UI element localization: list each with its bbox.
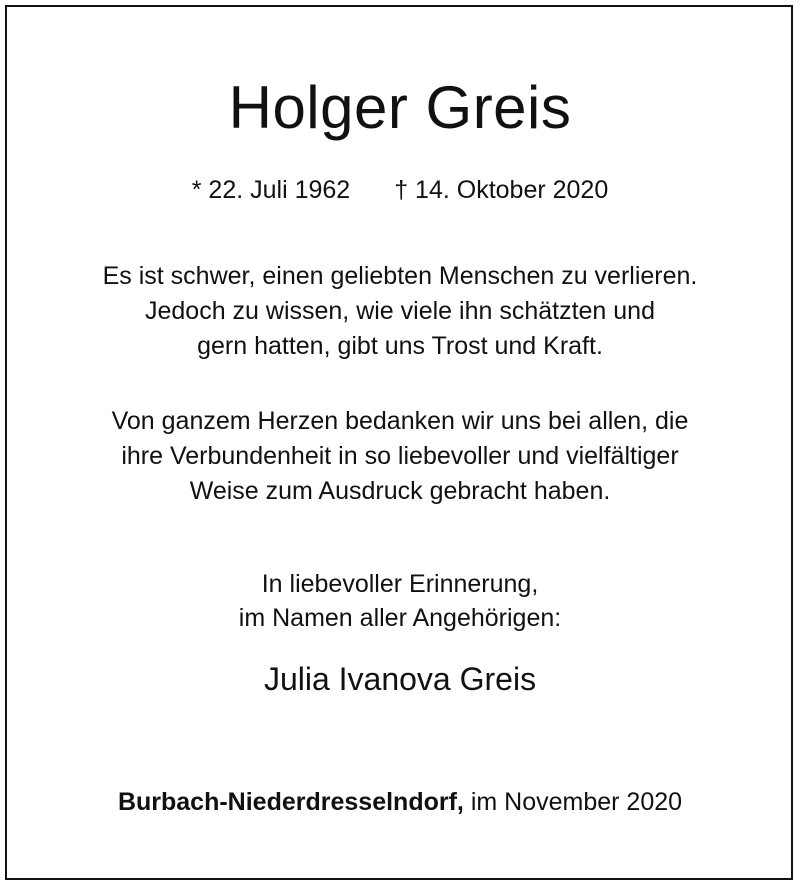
closing-line1: In liebevoller Erinnerung,	[261, 570, 539, 598]
notice-date: im November 2020	[470, 788, 683, 816]
paragraph2-line3: Weise zum Ausdruck gebracht haben.	[189, 477, 611, 505]
paragraph1-line1: Es ist schwer, einen geliebten Menschen zu verlieren.	[102, 262, 698, 290]
paragraph1-line3: gern hatten, gibt uns Trost und Kraft.	[197, 332, 603, 360]
birth-date: * 22. Juli 1962	[191, 176, 351, 204]
death-date: † 14. Oktober 2020	[394, 176, 609, 204]
place-date-line	[0, 783, 800, 821]
signer-name: Julia Ivanova Greis	[263, 661, 537, 697]
closing-line2: im Namen aller Angehörigen:	[238, 604, 562, 632]
paragraph2-line1: Von ganzem Herzen bedanken wir uns bei allen, die	[111, 407, 689, 435]
place: Burbach-Niederdresselndorf,	[117, 788, 464, 816]
life-dates	[0, 172, 800, 208]
paragraph1-line2: Jedoch zu wissen, wie viele ihn schätzten und	[144, 297, 655, 325]
deceased-name: Holger Greis	[228, 74, 572, 141]
paragraph2-line2: ihre Verbundenheit in so liebevoller und vielfältiger	[121, 442, 679, 470]
